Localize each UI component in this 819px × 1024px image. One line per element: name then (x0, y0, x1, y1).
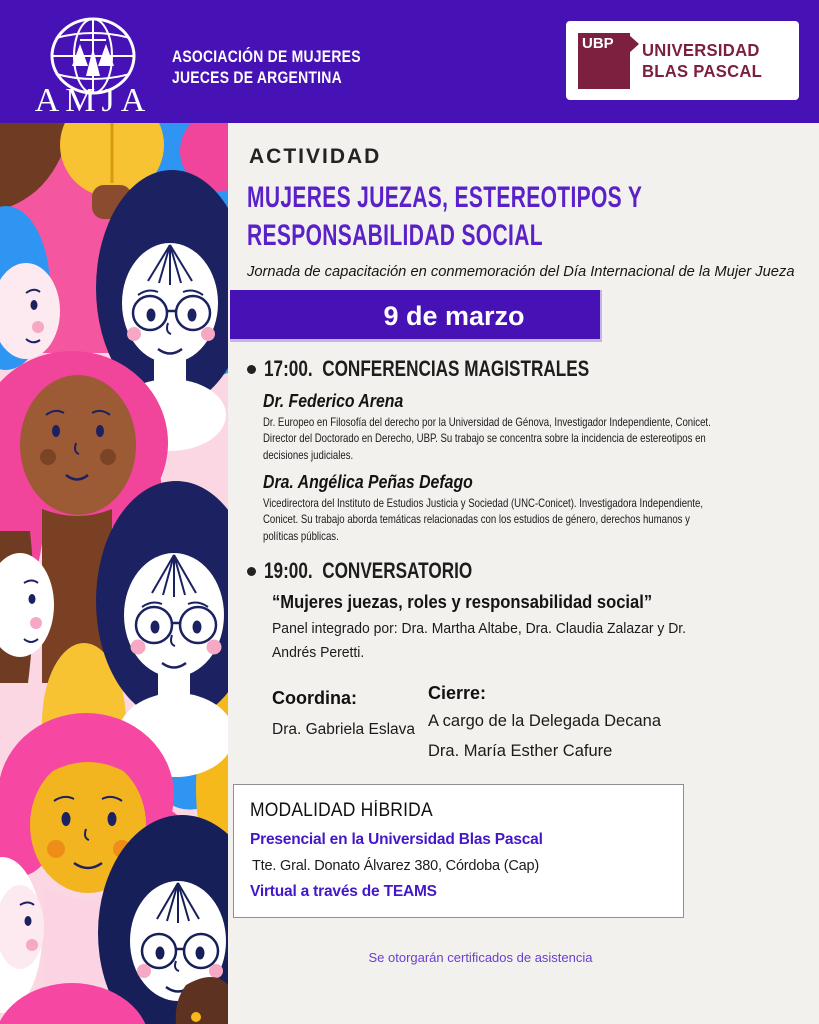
roles-row (272, 683, 819, 764)
ubp-name-line2: BLAS PASCAL (642, 60, 763, 81)
content-area (228, 123, 819, 1024)
speaker-bio: Dr. Europeo en Filosofía del derecho por la Universidad de Génova, Investigador Independiente, Conicet. Director del Doctorado en Derecho, UBP. Su trabajo se concentra sobre la incidencia de estereotipos en decisiones judiciales. (263, 415, 711, 462)
diverse-women-illustration (0, 123, 228, 1024)
panel-members: Panel integrado por: Dra. Martha Altabe, Dra. Claudia Zalazar y Dr. Andrés Peretti. (272, 619, 687, 662)
ubp-notch-shape (629, 35, 639, 53)
certificates-note: Se otorgarán certificados de asistencia (368, 950, 593, 966)
activity-kicker: ACTIVIDAD (249, 145, 382, 168)
ubp-logo-icon (578, 33, 630, 89)
modality-address: Tte. Gral. Donato Álvarez 380, Córdoba (Cap) (252, 858, 539, 875)
header-bar (0, 0, 819, 123)
amja-logo-block (28, 8, 402, 118)
closing-line1: A cargo de la Delegada Decana (428, 712, 661, 731)
coordination-name: Dra. Gabriela Eslava (272, 721, 416, 739)
event-subtitle: Jornada de capacitación en conmemoración del Día Internacional de la Mujer Jueza (247, 263, 795, 280)
session-17-details (263, 391, 819, 544)
ubp-logo-card (566, 21, 799, 100)
modality-virtual: Virtual a través de TEAMS (250, 883, 437, 901)
modality-title: MODALIDAD HÍBRIDA (250, 800, 433, 822)
modality-in-person: Presencial en la Universidad Blas Pascal (250, 831, 543, 849)
session-17-row (247, 356, 819, 382)
coordination-label: Coordina: (272, 688, 357, 709)
speaker-bio: Vicedirectora del Instituto de Estudios Justicia y Sociedad (UNC-Conicet). Investigadora Independiente, Conicet. Su trabajo aborda temáticas relacionadas con los estudios de género, derechos humanos y políticas públicas. (263, 495, 704, 543)
event-title (247, 179, 819, 255)
session-19-row (247, 558, 819, 584)
speaker-name: Dr. Federico Arena (263, 391, 404, 411)
amja-acronym: AMJA (34, 82, 152, 119)
ubp-university-name (642, 40, 762, 82)
bullet-dot (247, 567, 256, 576)
speaker-name: Dra. Angélica Peñas Defago (263, 471, 473, 492)
coordination-block (272, 688, 428, 764)
bullet-dot (247, 365, 256, 374)
closing-label: Cierre: (428, 683, 487, 704)
amja-org-name (172, 46, 361, 88)
event-title-line1: MUJERES JUEZAS, ESTEREOTIPOS Y (247, 181, 643, 214)
session-19-title: 19:00. CONVERSATORIO (264, 557, 473, 583)
amja-org-line2: JUECES DE ARGENTINA (172, 68, 342, 87)
amja-globe-scales-icon (28, 8, 158, 118)
date-banner: 9 de marzo (230, 290, 602, 342)
amja-org-line1: ASOCIACIÓN DE MUJERES (172, 47, 361, 66)
modality-box (233, 784, 684, 918)
conversation-quote: “Mujeres juezas, roles y responsabilidad social” (272, 591, 653, 612)
closing-block (428, 683, 661, 764)
session-17-title: 17:00. CONFERENCIAS MAGISTRALES (264, 356, 590, 381)
ubp-acronym: UBP (582, 34, 614, 52)
event-title-line2: RESPONSABILIDAD SOCIAL (247, 219, 543, 252)
ubp-name-line1: UNIVERSIDAD (642, 39, 760, 60)
closing-line2: Dra. María Esther Cafure (428, 742, 613, 761)
